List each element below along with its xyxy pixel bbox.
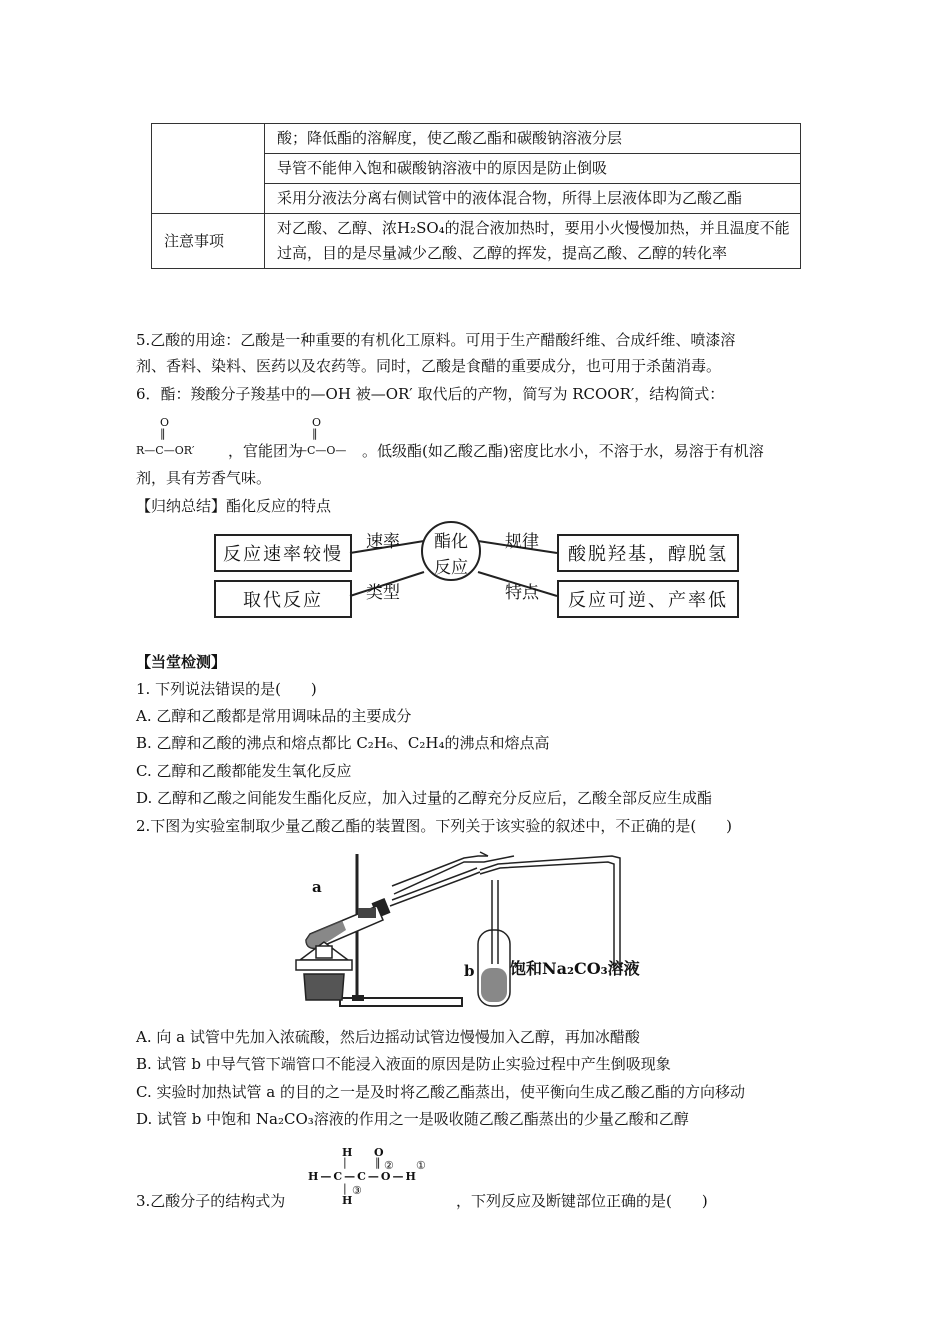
q3-stem-end: ，下列反应及断键部位正确的是( ) [456,1192,708,1210]
summary-title: 【归纳总结】酯化反应的特点 [136,497,332,515]
para5-line1: 5.乙酸的用途：乙酸是一种重要的有机化工原料。可用于生产醋酸纤维、合成纤维、喷漆溶 [136,331,736,349]
ester-formula: R—C—OR′ [136,444,195,457]
functional-group-formula: —C—O— [296,444,347,457]
table-cell: 对乙酸、乙醇、浓H₂SO₄的混合液加热时，要用小火慢慢加热，并且温度不能过高，目的是尽量减少乙酸、乙醇的挥发，提高乙酸、乙醇的转化率 [265,214,801,269]
group-formula-oxygen: O [312,416,322,429]
struct-main-row: H—C—C—O—H [308,1170,418,1183]
check-heading: 【当堂检测】 [136,653,227,671]
para6-line1: 6．酯：羧酸分子羧基中的—OH 被—OR′ 取代后的产物，简写为 RCOOR′，结构简式： [136,385,725,403]
q2-option-d: D. 试管 b 中饱和 Na₂CO₃溶液的作用之一是吸收随乙酸乙酯蒸出的少量乙酸和乙醇 [136,1110,689,1128]
center-label-2: 反应 [434,558,468,578]
label-tube-a: a [312,878,322,896]
apparatus-figure [282,850,682,1010]
struct-h-bottom: H [342,1194,353,1207]
label-tube-b: b [464,962,475,980]
table-cell: 采用分液法分离右侧试管中的液体混合物，所得上层液体即为乙酸乙酯 [265,184,801,214]
center-label-1: 酯化 [434,532,468,552]
tag-type: 类型 [366,583,400,603]
para5-line2: 剂、香料、染料、医药以及农药等。同时，乙酸是食醋的重要成分，也可用于杀菌消毒。 [136,357,722,375]
ester-formula-double-bond: ‖ [160,427,166,440]
q1-option-d: D. 乙醇和乙酸之间能发生酯化反应，加入过量的乙醇充分反应后，乙酸全部反应生成酯 [136,789,713,807]
struct-num-1: ① [416,1159,426,1172]
struct-num-3: ③ [352,1184,362,1197]
group-formula-double-bond: ‖ [312,427,318,440]
struct-oxygen: O [374,1146,384,1159]
tag-feature: 特点 [505,583,539,603]
tag-rate: 速率 [366,532,400,552]
q2-option-a: A. 向 a 试管中先加入浓硫酸，然后边摇动试管边慢慢加入乙醇，再加冰醋酸 [136,1028,640,1046]
table-cell: 酸；降低酯的溶解度，使乙酸乙酯和碳酸钠溶液分层 [265,124,801,154]
ester-formula-oxygen: O [160,416,170,429]
para6-line3: 剂，具有芳香气味。 [136,469,272,487]
summary-center-circle [421,521,481,581]
table-cell: 导管不能伸入饱和碳酸钠溶液中的原因是防止倒吸 [265,154,801,184]
table-label-cell: 注意事项 [152,214,265,269]
label-saturated-solution: 饱和Na₂CO₃溶液 [510,959,640,978]
q3-stem-start: 3.乙酸分子的结构式为 [136,1192,286,1210]
q1-option-c: C. 乙醇和乙酸都能发生氧化反应 [136,762,352,780]
summary-box-rate: 反应速率较慢 [214,534,352,572]
tag-rule: 规律 [505,532,539,552]
struct-h-top: H [342,1146,353,1159]
q1-stem: 1. 下列说法错误的是( ) [136,680,317,698]
struct-bond-bottom: | [343,1182,347,1195]
struct-num-2: ② [384,1159,394,1172]
q1-option-a: A. 乙醇和乙酸都是常用调味品的主要成分 [136,707,412,725]
para6-line2-mid: ，官能团为 [228,442,304,460]
summary-box-feature: 反应可逆、产率低 [557,580,739,618]
struct-double-bond: ‖ [375,1156,381,1169]
para6-line2-end: 。低级酯(如乙酸乙酯)密度比水小，不溶于水，易溶于有机溶 [362,442,764,460]
q2-option-c: C. 实验时加热试管 a 的目的之一是及时将乙酸乙酯蒸出，使平衡向生成乙酸乙酯的方向移动 [136,1083,745,1101]
q2-stem: 2.下图为实验室制取少量乙酸乙酯的装置图。下列关于该实验的叙述中，不正确的是( ) [136,817,733,835]
q1-option-b: B. 乙醇和乙酸的沸点和熔点都比 C₂H₆、C₂H₄的沸点和熔点高 [136,734,550,752]
q2-option-b: B. 试管 b 中导气管下端管口不能浸入液面的原因是防止实验过程中产生倒吸现象 [136,1055,671,1073]
struct-bond-top: | [343,1156,347,1169]
summary-box-type: 取代反应 [214,580,352,618]
summary-box-rule: 酸脱羟基，醇脱氢 [557,534,739,572]
